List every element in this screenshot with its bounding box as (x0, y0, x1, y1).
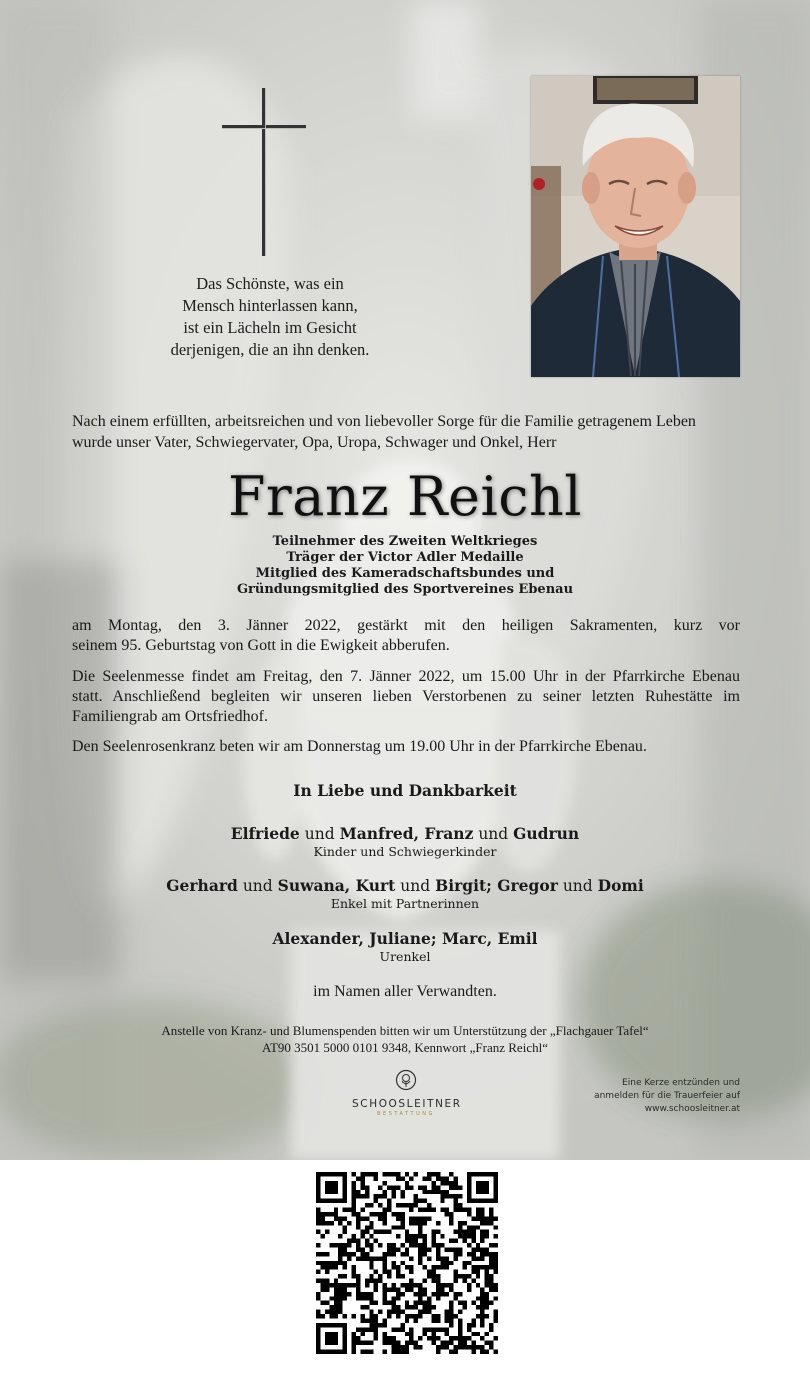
paragraph-line: am Montag, den 3. Jänner 2022, gestärkt mit den heiligen Sakramenten, kurz vor (72, 617, 740, 634)
funeral-home-logo (352, 1069, 460, 1117)
honors-list (0, 534, 810, 598)
intro-line: wurde unser Vater, Schwiegervater, Opa, Uropa, Schwager und Onkel, Herr (72, 434, 557, 451)
death-paragraph (72, 616, 740, 656)
family-names: Alexander, Juliane; Marc, Emil (272, 929, 538, 948)
paragraph-line: seinem 95. Geburtstag von Gott in die Ewigkeit abberufen. (72, 637, 450, 654)
family-group-great-grandchildren (0, 929, 810, 965)
rosary-paragraph (72, 737, 740, 757)
honor-line: Teilnehmer des Zweiten Weltkrieges (272, 534, 538, 549)
logo-name: SCHOOSLEITNER (352, 1098, 462, 1110)
candle-line: anmelden für die Trauerfeier auf (594, 1091, 740, 1101)
quote-line: derjenigen, die an ihn denken. (170, 340, 370, 359)
family-names: Elfriede und Manfred, Franz und Gudrun (230, 824, 580, 843)
all-relatives-line: im Namen aller Verwandten. (313, 983, 497, 1000)
donation-note (0, 1022, 810, 1056)
website-link[interactable]: www.schoosleitner.at (644, 1104, 740, 1114)
paragraph-line: Den Seelenrosenkranz beten wir am Donnerstag um 19.00 Uhr in der Pfarrkirche Ebenau. (72, 738, 647, 755)
family-names: Gerhard und Suwana, Kurt und Birgit; Gregor und Domi (166, 876, 644, 895)
candle-note (560, 1077, 740, 1116)
family-relation: Kinder und Schwiegerkinder (313, 844, 497, 859)
honor-line: Mitglied des Kameradschaftsbundes und (255, 566, 555, 581)
thanks-heading: In Liebe und Dankbarkeit (293, 781, 517, 800)
qr-code[interactable] (316, 1172, 498, 1354)
paragraph-line: statt. Anschließend begleiten wir unseren lieben Verstorbenen zu seiner letzten Ruhestätte im (72, 688, 740, 705)
paragraph-line: Familiengrab am Ortsfriedhof. (72, 708, 268, 725)
family-relation: Enkel mit Partnerinnen (330, 896, 480, 911)
quote-line: ist ein Lächeln im Gesicht (183, 318, 357, 337)
family-group-children (0, 824, 810, 860)
paragraph-line: Die Seelenmesse findet am Freitag, den 7. Jänner 2022, um 15.00 Uhr in der Pfarrkirche Ebenau (72, 668, 740, 685)
intro-line: Nach einem erfüllten, arbeitsreichen und von liebevoller Sorge für die Familie getragenem Leben (72, 413, 696, 430)
mass-paragraph (72, 667, 740, 727)
quote-line: Mensch hinterlassen kann, (182, 296, 358, 315)
intro-text (72, 411, 740, 453)
donation-line: AT90 3501 5000 0101 9348, Kennwort „Franz Reichl“ (262, 1040, 548, 1055)
family-relation: Urenkel (379, 949, 431, 964)
honor-line: Gründungsmitglied des Sportvereines Ebenau (236, 582, 574, 597)
deceased-name: Franz Reichl (227, 465, 583, 528)
quote-line: Das Schönste, was ein (196, 274, 344, 293)
candle-line: Eine Kerze entzünden und (622, 1078, 740, 1088)
rose-icon (395, 1069, 417, 1091)
family-group-grandchildren (0, 876, 810, 912)
cross-icon (222, 88, 306, 256)
honor-line: Träger der Victor Adler Medaille (286, 550, 524, 565)
logo-subtitle: BESTATTUNG (377, 1111, 435, 1117)
donation-line: Anstelle von Kranz- und Blumenspenden bitten wir um Unterstützung der „Flachgauer Tafel“ (161, 1023, 649, 1038)
portrait-photo (531, 76, 740, 377)
memorial-quote (120, 273, 420, 361)
